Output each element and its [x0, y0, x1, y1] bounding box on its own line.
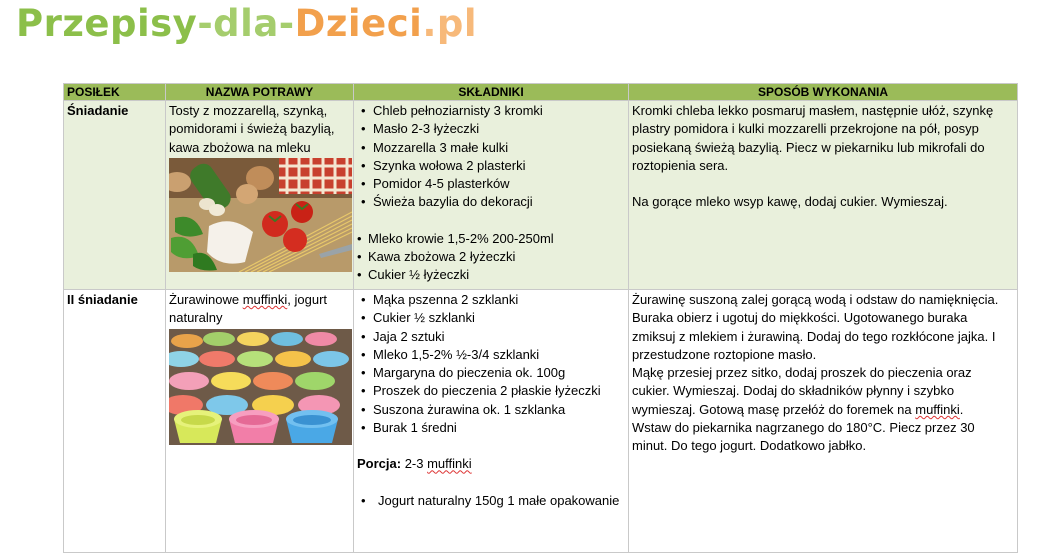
table-row	[64, 101, 1018, 290]
logo-part-1: Przepisy	[16, 2, 198, 45]
method-cell	[629, 290, 1018, 553]
list-item: • Cukier ½ szklanki	[357, 309, 625, 327]
meal-cell: II śniadanie	[64, 290, 166, 553]
method-line: wymieszaj. Gotową masę przełóż do foremek na muffinki.	[632, 401, 964, 417]
drink-ingredient-list	[357, 230, 625, 285]
list-item: • Proszek do pieczenia 2 płaskie łyżeczki	[357, 382, 625, 400]
list-item: • Mleko krowie 1,5-2% 200-250ml	[357, 230, 625, 248]
table-row	[64, 290, 1018, 553]
extra-ingredient-list	[357, 492, 625, 510]
table-header-row	[64, 84, 1018, 101]
dish-cell	[166, 290, 354, 553]
header-method: SPOSÓB WYKONANIA	[629, 84, 1018, 101]
list-item: • Jaja 2 sztuki	[357, 328, 625, 346]
list-item: • Cukier ½ łyżeczki	[357, 266, 625, 284]
list-item: • Masło 2-3 łyżeczki	[357, 120, 625, 138]
ingredient-list	[357, 102, 625, 212]
list-item: • Suszona żurawina ok. 1 szklanka	[357, 401, 625, 419]
meal-plan-table	[63, 83, 1018, 553]
list-item: • Mąka pszenna 2 szklanki	[357, 291, 625, 309]
method-paragraph: Na gorące mleko wsyp kawę, dodaj cukier. Wymieszaj.	[632, 194, 948, 210]
list-item: • Jogurt naturalny 150g 1 małe opakowanie	[357, 492, 625, 510]
list-item: • Świeża bazylia do dekoracji	[357, 193, 625, 211]
portion-line: Porcja: 2-3 muffinki	[357, 456, 472, 472]
list-item: • Chleb pełnoziarnisty 3 kromki	[357, 102, 625, 120]
ingredients-cell	[354, 101, 629, 290]
logo-part-2: -dla-	[197, 2, 295, 45]
header-meal: POSIŁEK	[64, 84, 166, 101]
method-line: cukier. Wymieszaj. Dodaj do składników płynny i szybko	[632, 383, 955, 399]
method-line: zmiksuj z mlekiem i żurawiną. Dodaj do tego rozkłócone jajka. I	[632, 328, 996, 344]
list-item: • Kawa zbożowa 2 łyżeczki	[357, 248, 625, 266]
dish-name: Tosty z mozzarellą, szynką, pomidorami i świeżą bazylią, kawa zbożowa na mleku	[169, 103, 335, 155]
muffin-photo	[169, 329, 352, 445]
dish-cell	[166, 101, 354, 290]
portion-label: Porcja:	[357, 456, 402, 472]
method-line: przestudzone roztopione masło.	[632, 346, 817, 362]
method-line: Mąkę przesiej przez sitko, dodaj proszek do pieczenia oraz	[632, 365, 972, 381]
method-cell	[629, 101, 1018, 290]
logo-part-3: Dzieci	[294, 2, 423, 45]
spellcheck-word: muffinki	[242, 292, 288, 307]
list-item: • Burak 1 średni	[357, 419, 625, 437]
dish-name: Żurawinowe muffinki, jogurt naturalny	[169, 292, 328, 326]
list-item: • Margaryna do pieczenia ok. 100g	[357, 364, 625, 382]
method-line: Buraka obierz i ugotuj do miękkości. Ugotowanego buraka	[632, 310, 968, 326]
method-paragraph: Kromki chleba lekko posmaruj masłem, następnie ułóż, szynkę plastry pomidora i kulki mozzarelli przekrojone na pół, posyp posiekaną świeżą bazylią. Piecz w piekarniku lub mikrofali do roztopienia sera.	[632, 103, 994, 173]
method-line: minut. Do tego jogurt. Dodatkowo jabłko.	[632, 438, 867, 454]
list-item: • Mleko 1,5-2% ½-3/4 szklanki	[357, 346, 625, 364]
list-item: • Pomidor 4-5 plasterków	[357, 175, 625, 193]
site-logo[interactable]	[16, 2, 477, 45]
spellcheck-word: muffinki	[427, 456, 472, 472]
method-line: Wstaw do piekarnika nagrzanego do 180°C. Piecz przez 30	[632, 420, 975, 436]
header-dish: NAZWA POTRAWY	[166, 84, 354, 101]
list-item: • Mozzarella 3 małe kulki	[357, 139, 625, 157]
list-item: • Szynka wołowa 2 plasterki	[357, 157, 625, 175]
spellcheck-word: muffinki	[915, 401, 960, 417]
ingredients-cell	[354, 290, 629, 553]
method-line: Żurawinę suszoną zalej gorącą wodą i odstaw do namięknięcia.	[632, 292, 999, 307]
meal-cell: Śniadanie	[64, 101, 166, 290]
breakfast-photo	[169, 158, 352, 272]
ingredient-list	[357, 291, 625, 437]
logo-part-4: .pl	[422, 2, 478, 45]
header-ingredients: SKŁADNIKI	[354, 84, 629, 101]
